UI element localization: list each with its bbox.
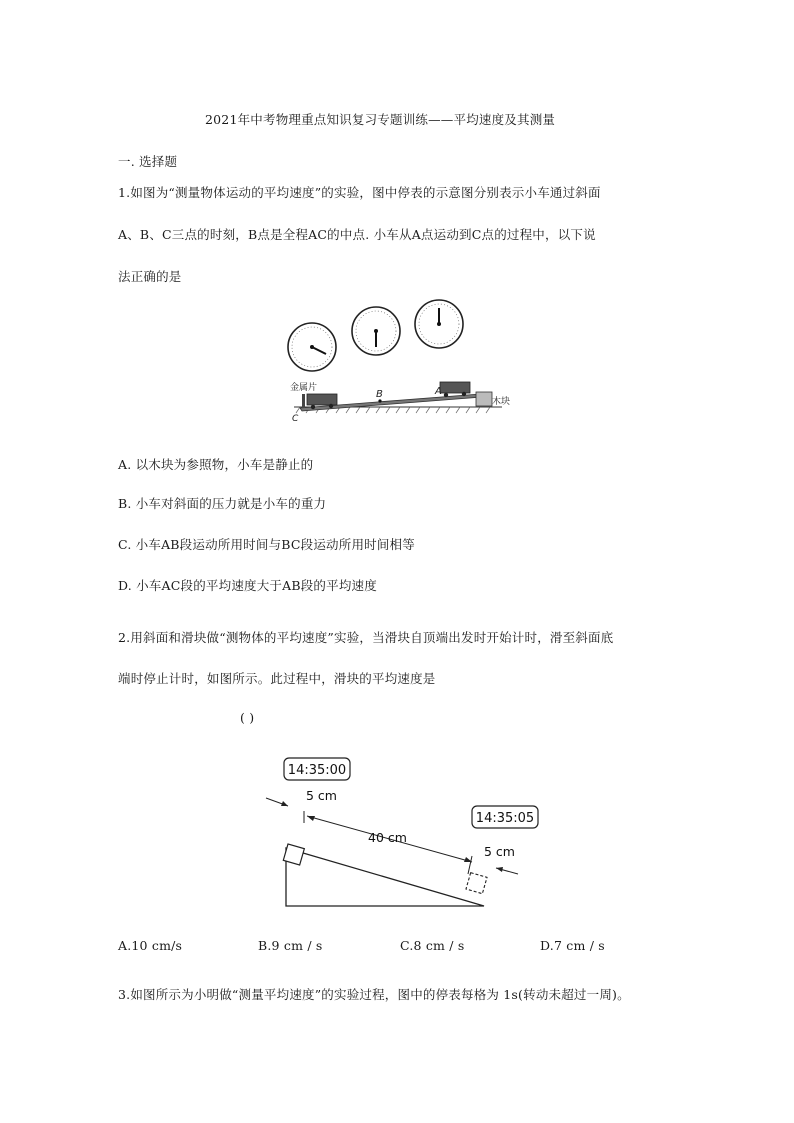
q2-option-b: B.9 cm / s	[258, 938, 323, 953]
section-heading: 一. 选择题	[118, 154, 178, 169]
page-title: 2021年中考物理重点知识复习专题训练——平均速度及其测量	[205, 112, 556, 127]
q2-figure-incline-timestamps	[260, 748, 560, 910]
length-mid-label: 40 cm	[368, 830, 407, 845]
q2-option-d: D.7 cm / s	[540, 938, 605, 953]
q1-line-2: A、B、C三点的时刻，B点是全程AC的中点. 小车从A点运动到C点的过程中，以下说	[118, 227, 596, 242]
end-time-label: 14:35:05	[475, 811, 535, 826]
wood-block	[476, 392, 492, 406]
stopwatch-icon	[415, 300, 463, 348]
slider-block-end	[466, 873, 487, 894]
stopwatch-icon	[352, 307, 400, 355]
stopwatch-icon	[288, 323, 336, 371]
q2-line-2: 端时停止计时，如图所示。此过程中，滑块的平均速度是	[118, 671, 436, 686]
q3-line-1: 3.如图所示为小明做“测量平均速度”的实验过程，图中的停表每格为 1s(转动未超过一周)。	[118, 987, 630, 1002]
q1-figure-incline-stopwatches	[280, 296, 520, 431]
q2-option-a: A.10 cm/s	[118, 938, 183, 953]
q1-line-1: 1.如图为“测量物体运动的平均速度”的实验，图中停表的示意图分别表示小车通过斜面	[118, 185, 601, 200]
q1-option-c: C. 小车AB段运动所用时间与BC段运动所用时间相等	[118, 537, 415, 552]
q1-option-a: A. 以木块为参照物，小车是静止的	[118, 457, 314, 472]
point-c-label: C	[292, 414, 299, 424]
q2-answer-bracket: ( )	[240, 710, 255, 725]
q2-option-c: C.8 cm / s	[400, 938, 465, 953]
length-bottom-label: 5 cm	[484, 844, 515, 859]
cart-icon	[440, 382, 470, 397]
q1-option-d: D. 小车AC段的平均速度大于AB段的平均速度	[118, 578, 377, 593]
wood-block-label: 木块	[492, 397, 511, 407]
point-a-label: A	[435, 386, 442, 397]
q2-line-1: 2.用斜面和滑块做“测物体的平均速度”实验，当滑块自顶端出发时开始计时，滑至斜面底	[118, 630, 614, 645]
metal-plate-label: 金属片	[290, 383, 318, 393]
metal-plate	[302, 394, 305, 408]
point-b-label: B	[376, 389, 383, 400]
length-top-label: 5 cm	[306, 788, 337, 803]
start-time-label: 14:35:00	[287, 763, 347, 778]
q1-option-b: B. 小车对斜面的压力就是小车的重力	[118, 496, 327, 511]
q1-line-3: 法正确的是	[118, 269, 182, 284]
